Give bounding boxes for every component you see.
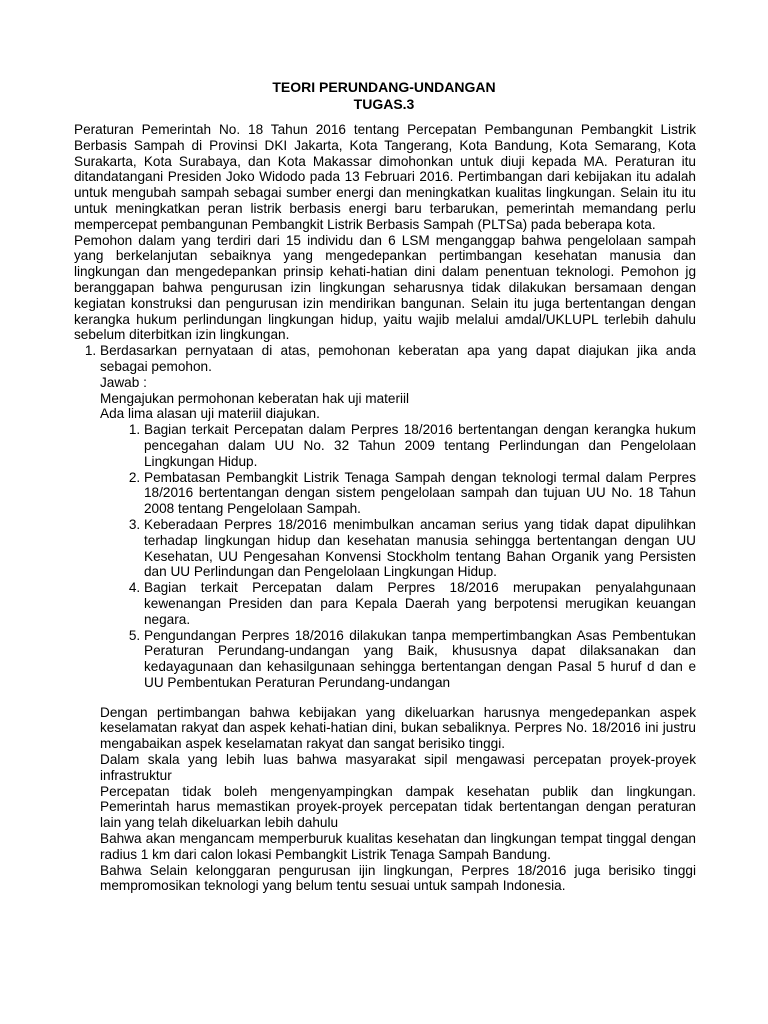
closing-paragraph-4: Bahwa akan mengancam memperburuk kualitas kesehatan dan lingkungan tempat tinggal dengan radius 1 km dari calon lokasi Pembangkit Listrik Tenaga Sampah Bandung.: [100, 831, 696, 862]
reasons-list: [100, 422, 696, 691]
closing-section: [74, 705, 696, 895]
question-list: [74, 343, 696, 691]
closing-paragraph-3: Percepatan tidak boleh mengenyampingkan dampak kesehatan publik dan lingkungan. Pemerintah harus memastikan proyek-proyek percepatan tidak bertentangan dengan peraturan lain yang telah dikeluarkan lebih dahulu: [100, 783, 696, 831]
question-item: [100, 343, 696, 691]
closing-paragraph-2: Dalam skala yang lebih luas bahwa masyarakat sipil mengawasi percepatan proyek-proyek infrastruktur: [100, 752, 696, 783]
reason-item-4: 4. Bagian terkait Percepatan dalam Perpres 18/2016 merupakan penyalahgunaan kewenangan Presiden dan para Kepala Daerah yang berpotensi merugikan keuangan negara.: [144, 580, 696, 627]
reason-item-3: 3. Keberadaan Perpres 18/2016 menimbulkan ancaman serius yang tidak dapat dipulihkan terhadap lingkungan hidup dan kesehatan manusia sehingga bertentangan dengan UU Kesehatan, UU Pengesahan Konvensi Stockholm tentang Bahan Organik yang Persisten dan UU Perlindungan dan Pengelolaan Lingkungan Hidup.: [144, 517, 696, 580]
reason-item-2: 2. Pembatasan Pembangkit Listrik Tenaga Sampah dengan teknologi termal dalam Perpres 18/2016 bertentangan dengan sistem pengelolaan sampah dan tujuan UU No. 18 Tahun 2008 tentang Pengelolaan Sampah.: [144, 470, 696, 517]
intro-paragraph-2: Pemohon dalam yang terdiri dari 15 individu dan 6 LSM menganggap bahwa pengelolaan sampah yang berkelanjutan sebaiknya yang mengedepankan pertimbangan kesehatan manusia dan lingkungan dan mengedepankan prinsip kehati-hatian dini dalam penentuan teknologi. Pemohon jg beranggapan bahwa pengurusan izin lingkungan seharusnya tidak dilakukan bersamaan dengan kegiatan konstruksi dan pengurusan izin mendirikan bangunan. Selain itu juga bertentangan dengan kerangka hukum perlindungan lingkungan hidup, yaitu wajib melalui amdal/UKLUPL terlebih dahulu sebelum diterbitkan izin lingkungan.: [74, 232, 696, 343]
intro-paragraph-1: Peraturan Pemerintah No. 18 Tahun 2016 tentang Percepatan Pembangunan Pembangkit Listrik Berbasis Sampah di Provinsi DKI Jakarta, Kota Tangerang, Kota Bandung, Kota Semarang, Kota Surakarta, Kota Surabaya, dan Kota Makassar dimohonkan untuk diuji kepada MA. Peraturan itu ditandatangani Presiden Joko Widodo pada 13 Februari 2016. Pertimbangan dari kebijakan itu adalah untuk mengubah sampah sebagai sumber energi dan meningkatkan kualitas lingkungan. Selain itu itu untuk meningkatkan peran listrik berbasis energi baru terbarukan, pemerintah memandang perlu mempercepat pembangunan Pembangkit Listrik Berbasis Sampah (PLTSa) pada beberapa kota.: [74, 122, 696, 232]
reason-item-5: 5. Pengundangan Perpres 18/2016 dilakukan tanpa mempertimbangkan Asas Pembentukan Peraturan Perundang-undangan yang Baik, khususnya dapat dilaksanakan dan kedayagunaan dan kehasilgunaan sehingga bertentangan dengan Pasal 5 huruf d dan e UU Pembentukan Peraturan Perundang-undangan: [144, 628, 696, 691]
reason-item-1: 1. Bagian terkait Percepatan dalam Perpres 18/2016 bertentangan dengan kerangka hukum pencegahan dalam UU No. 32 Tahun 2009 tentang Perlindungan dan Pengelolaan Lingkungan Hidup.: [144, 422, 696, 469]
question-text: 1. Berdasarkan pernyataan di atas, pemohonan keberatan apa yang dapat diajukan jika anda sebagai pemohon.: [100, 343, 696, 374]
document-title: TEORI PERUNDANG-UNDANGAN: [272, 79, 496, 95]
closing-paragraph-1: Dengan pertimbangan bahwa kebijakan yang dikeluarkan harusnya mengedepankan aspek keselamatan rakyat dan aspek kehati-hatian dini, bukan sebaliknya. Perpres No. 18/2016 ini justru mengabaikan aspek keselamatan rakyat dan sangat berisiko tinggi.: [100, 704, 696, 752]
document-subtitle: TUGAS.3: [353, 96, 415, 112]
document-body: [74, 122, 696, 894]
answer-main: Mengajukan permohonan keberatan hak uji materiil: [100, 390, 410, 406]
closing-paragraph-5: Bahwa Selain kelonggaran pengurusan ijin lingkungan, Perpres 18/2016 juga berisiko tinggi mempromosikan teknologi yang belum tentu sesuai untuk sampah Indonesia.: [100, 862, 696, 894]
answer-label: Jawab :: [100, 374, 147, 390]
reasons-intro: Ada lima alasan uji materiil diajukan.: [100, 406, 320, 422]
